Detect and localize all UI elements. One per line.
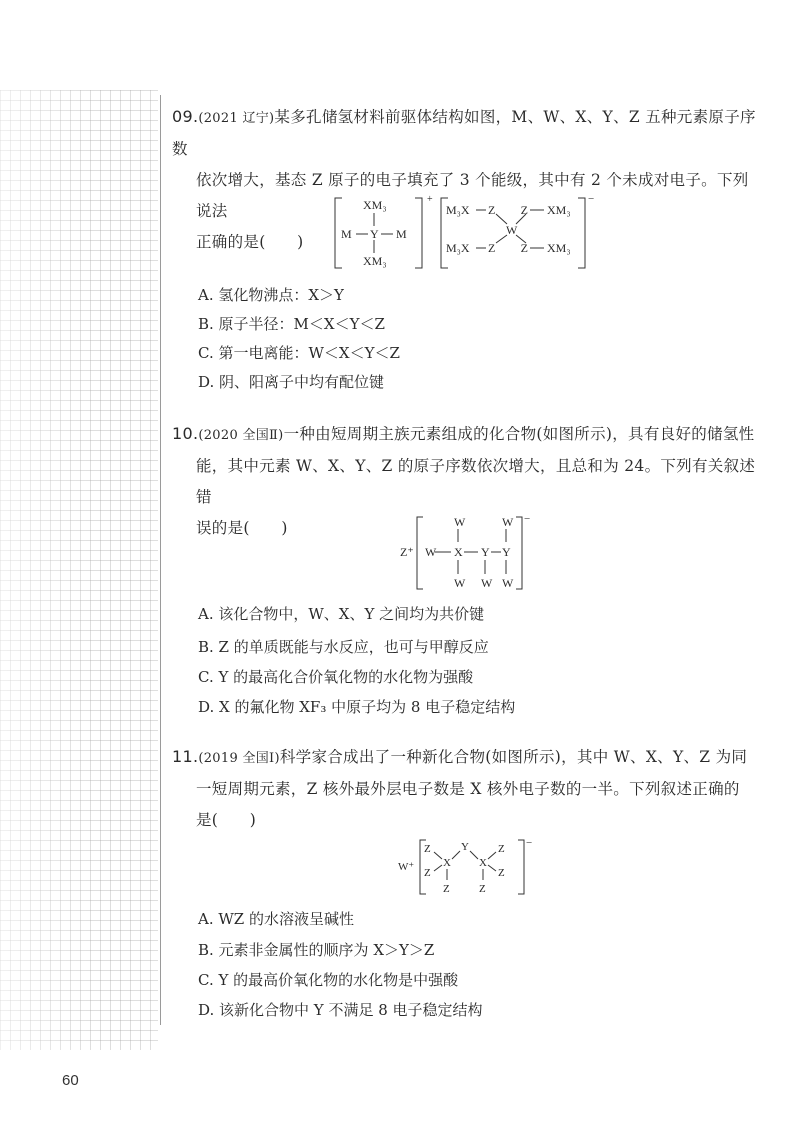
figure-label: Z [498, 843, 505, 855]
stem-line: 科学家合成出了一种新化合物(如图所示)，其中 W、X、Y、Z 为同 [279, 748, 748, 766]
content-rule [160, 95, 161, 1025]
figure-label: M₃X [446, 241, 470, 255]
stem-line: 一短周期元素，Z 核外最外层电子数是 X 核外电子数的一半。下列叙述正确的 [196, 780, 740, 798]
figure-label: XM₃ [547, 241, 571, 255]
figure-label: W [506, 223, 518, 237]
counter-ion-label: W⁺ [398, 861, 415, 873]
figure-label: Z [498, 867, 505, 879]
figure-label: Z [424, 867, 431, 879]
figure-label: Z [443, 883, 450, 895]
figure-label: W [502, 515, 514, 529]
option: D. 该新化合物中 Y 不满足 8 电子稳定结构 [198, 1001, 483, 1019]
stem-line: 某多孔储氢材料前驱体结构如图，M、W、X、Y、Z 五种元素原子序数 [172, 108, 756, 158]
figure-label: W [454, 576, 466, 590]
question-source: (2019 全国Ⅰ) [198, 751, 280, 766]
stem-line: 依次增大，基态 Z 原子的电子填充了 3 个能级，其中有 2 个未成对电子。下列说法 [196, 171, 749, 220]
option: C. Y 的最高化合价氧化物的水化物为强酸 [198, 668, 474, 686]
option: B. 元素非金属性的顺序为 X＞Y＞Z [198, 941, 435, 959]
figure-label: Z [488, 203, 496, 217]
option: A. 氢化物沸点：X＞Y [198, 286, 344, 304]
figure-label: Y [370, 227, 379, 241]
counter-ion-label: Z⁺ [400, 545, 414, 559]
option: D. 阴、阳离子中均有配位键 [198, 373, 385, 391]
stem-line: 是( ) [196, 811, 257, 829]
option: B. 原子半径：M＜X＜Y＜Z [198, 315, 385, 333]
figure-label: Z [488, 241, 496, 255]
structure-figure-10 [400, 512, 540, 592]
charge-label: − [588, 193, 595, 205]
figure-label: Z [424, 843, 431, 855]
figure-label: W [425, 545, 437, 559]
figure-label: Y [502, 545, 511, 559]
figure-label: XM₃ [547, 203, 571, 217]
figure-label: W [502, 576, 514, 590]
charge-label: − [526, 837, 533, 849]
figure-label: M [396, 227, 407, 241]
charge-label: + [427, 194, 433, 205]
figure-label: M [341, 227, 352, 241]
figure-label: Y [461, 841, 469, 853]
option: D. X 的氟化物 XF₃ 中原子均为 8 电子稳定结构 [198, 698, 516, 716]
question-stem [172, 741, 762, 836]
structure-figure-09 [330, 190, 600, 274]
figure-label: XM₃ [363, 254, 387, 268]
option: A. WZ 的水溶液呈碱性 [198, 910, 354, 928]
figure-label: W [454, 515, 466, 529]
question-number: 11. [172, 747, 199, 766]
page-number: 60 [62, 1072, 79, 1089]
figure-label: W [481, 576, 493, 590]
figure-label: Z [520, 241, 528, 255]
stem-line: 误的是( ) [196, 519, 288, 537]
charge-label: − [524, 513, 531, 525]
option: C. 第一电离能：W＜X＜Y＜Z [198, 344, 400, 362]
question-source: (2020 全国Ⅱ) [198, 428, 284, 443]
option: B. Z 的单质既能与水反应，也可与甲醇反应 [198, 638, 489, 656]
stem-line: 正确的是( ) [196, 233, 304, 251]
question-source: (2021 辽宁) [198, 111, 275, 126]
figure-label: Z [520, 203, 528, 217]
option: C. Y 的最高价氧化物的水化物是中强酸 [198, 971, 459, 989]
question-number: 10. [172, 424, 199, 443]
figure-label: X [479, 857, 487, 869]
figure-label: M₃X [446, 203, 470, 217]
question-number: 09. [172, 107, 199, 126]
figure-label: X [454, 545, 463, 559]
option: A. 该化合物中，W、X、Y 之间均为共价键 [198, 605, 485, 623]
stem-line: 一种由短周期主族元素组成的化合物(如图所示)，具有良好的储氢性 [283, 425, 755, 443]
structure-figure-11 [398, 836, 538, 898]
figure-label: Y [481, 545, 490, 559]
figure-label: XM₃ [363, 198, 387, 212]
figure-label: Z [479, 883, 486, 895]
stem-line: 能，其中元素 W、X、Y、Z 的原子序数依次增大，且总和为 24。下列有关叙述错 [196, 457, 756, 506]
figure-label: X [443, 857, 451, 869]
grid-fade [0, 90, 158, 1050]
question-11 [172, 741, 762, 836]
